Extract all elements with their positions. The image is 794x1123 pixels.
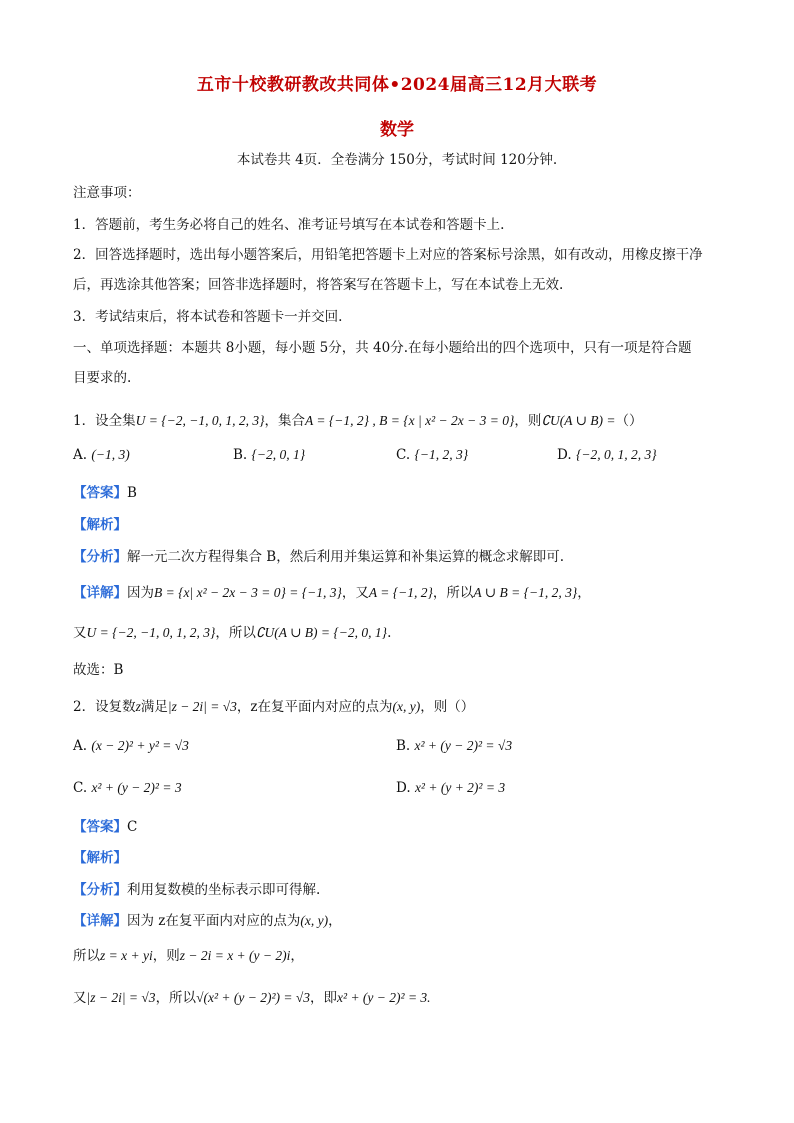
question-2-stem: 2．设复数z满足|z − 2i| = √3，z在复平面内对应的点为(x, y)，则（） bbox=[73, 699, 475, 715]
q2-detail-line-3: 又|z − 2i| = √3，所以√(x² + (y − 2)²) = √3，即x² + (y − 2)² = 3. bbox=[73, 990, 431, 1006]
q1-mid: ，集合 bbox=[264, 413, 305, 429]
intro-text: 本试卷共 4页．全卷满分 150分，考试时间 120分钟. bbox=[236, 152, 558, 168]
q1-analysis-tag: 【解析】 bbox=[73, 517, 127, 533]
q1-universal-set: U = {−2, −1, 0, 1, 2, 3} bbox=[135, 413, 265, 428]
notice-item-3: 3．考试结束后，将本试卷和答题卡一并交回. bbox=[73, 309, 343, 325]
notice-item-2-cont: 后，再选涂其他答案；回答非选择题时，将答案写在答题卡上，写在本试卷上无效. bbox=[73, 277, 564, 293]
notice-item-2: 2．回答选择题时，选出每小题答案后，用铅笔把答题卡上对应的答案标号涂黑，如有改动，用橡皮擦干净 bbox=[73, 247, 703, 263]
section-heading-cont: 目要求的. bbox=[73, 370, 132, 386]
q1-option-b: B. {−2, 0, 1} bbox=[233, 447, 306, 463]
q1-fenxi: 【分析】解一元二次方程得集合 B，然后利用并集运算和补集运算的概念求解即可. bbox=[73, 549, 565, 565]
q1-tail: ，则 bbox=[514, 413, 542, 429]
q2-detail-line-2: 所以z = x + yi，则z − 2i = x + (y − 2)i， bbox=[73, 948, 304, 964]
q2-answer: 【答案】C bbox=[73, 819, 138, 835]
q2-option-c: C. x² + (y − 2)² = 3 bbox=[73, 780, 182, 796]
q1-prefix: 1．设全集 bbox=[73, 413, 136, 429]
question-1-stem bbox=[73, 411, 724, 431]
q1-detail-line-2: 又U = {−2, −1, 0, 1, 2, 3}，所以∁U(A ∪ B) = {−2, 0, 1}. bbox=[73, 625, 392, 641]
q1-option-a: A. (−1, 3) bbox=[73, 447, 130, 463]
q1-detail-line-1: 【详解】因为B = {x| x² − 2x − 3 = 0} = {−1, 3}，又A = {−1, 2}，所以A ∪ B = {−1, 2, 3}， bbox=[73, 585, 591, 601]
q1-option-c: C. {−1, 2, 3} bbox=[396, 447, 469, 463]
q2-detail-line-1: 【详解】因为 z在复平面内对应的点为(x, y)， bbox=[73, 913, 342, 929]
q1-complement-expr: ∁U(A ∪ B) = bbox=[541, 413, 616, 428]
exam-title: 五市十校教研教改共同体•2024届高三12月大联考 bbox=[196, 75, 598, 95]
section-heading: 一、单项选择题：本题共 8小题，每小题 5分，共 40分.在每小题给出的四个选项中，只有一项是符合题 bbox=[73, 340, 692, 356]
q2-fenxi: 【分析】利用复数模的坐标表示即可得解. bbox=[73, 882, 321, 898]
notice-title: 注意事项： bbox=[73, 185, 141, 201]
q2-option-b: B. x² + (y − 2)² = √3 bbox=[396, 738, 513, 754]
q2-analysis-tag: 【解析】 bbox=[73, 850, 127, 866]
q1-option-d: D. {−2, 0, 1, 2, 3} bbox=[557, 447, 657, 463]
q1-sets-ab: A = {−1, 2} , B = {x | x² − 2x − 3 = 0} bbox=[304, 413, 515, 428]
q2-option-a: A. (x − 2)² + y² = √3 bbox=[73, 738, 189, 754]
q1-answer: 【答案】B bbox=[73, 485, 137, 501]
q1-choose: 故选：B bbox=[73, 662, 124, 678]
subject-title: 数学 bbox=[380, 120, 414, 140]
q1-paren: （） bbox=[615, 413, 643, 429]
q2-option-d: D. x² + (y + 2)² = 3 bbox=[396, 780, 506, 796]
notice-item-1: 1．答题前，考生务必将自己的姓名、准考证号填写在本试卷和答题卡上. bbox=[73, 217, 505, 233]
